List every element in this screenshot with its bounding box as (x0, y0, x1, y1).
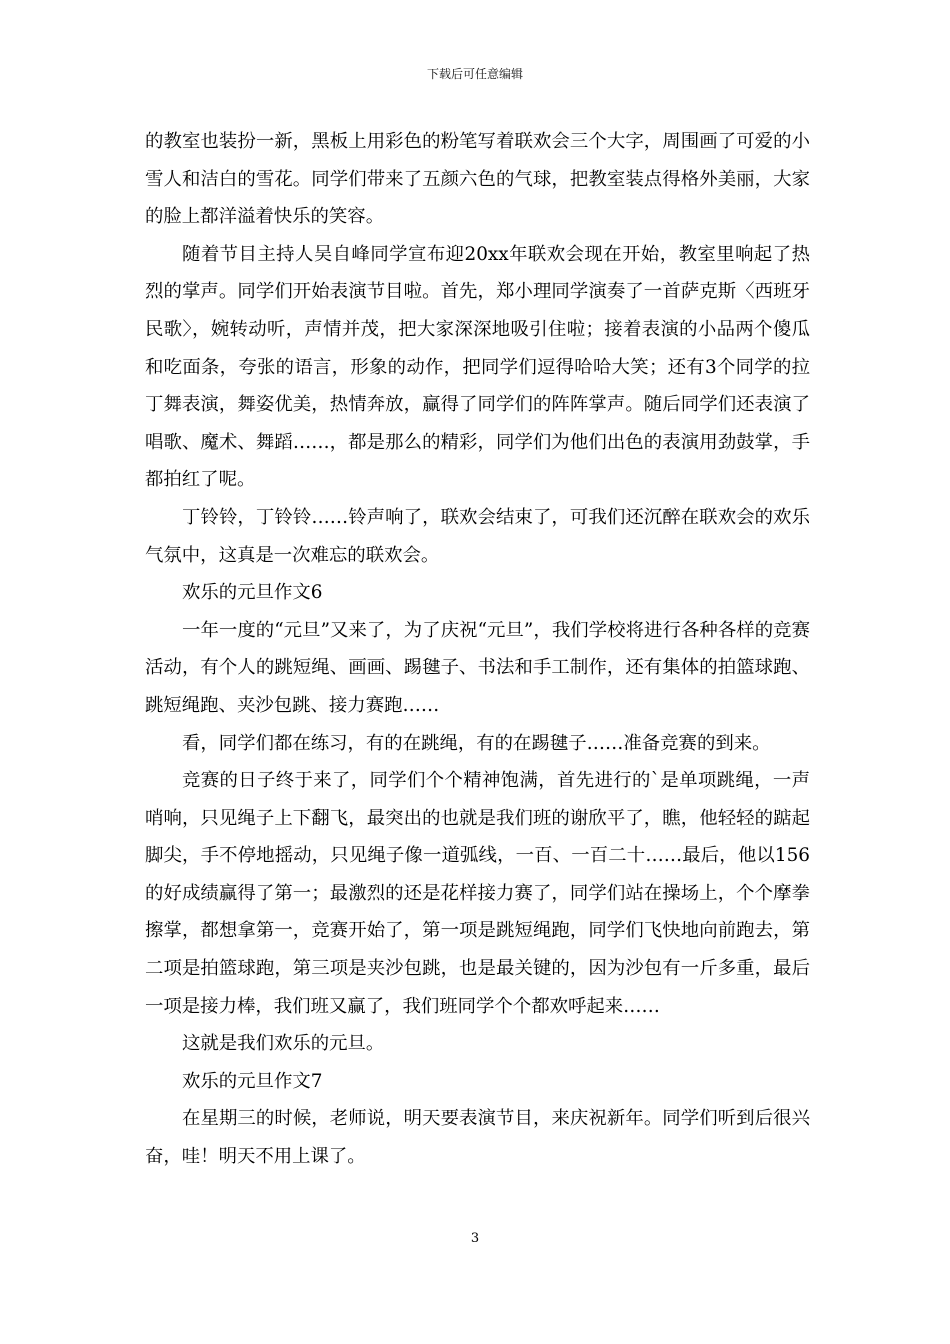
paragraph: 的教室也装扮一新，黑板上用彩色的粉笔写着联欢会三个大字，周围画了可爱的小雪人和洁白的雪花。同学们带来了五颜六色的气球，把教室装点得格外美丽，大家的脸上都洋溢着快乐的笑容。 (145, 131, 810, 228)
section-heading: 欢乐的元旦作文6 (182, 582, 323, 604)
paragraph: 丁铃铃，丁铃铃……铃声响了，联欢会结束了，可我们还沉醉在联欢会的欢乐气氛中，这真是一次难忘的联欢会。 (145, 506, 810, 566)
paragraph: 在星期三的时候，老师说，明天要表演节目，来庆祝新年。同学们听到后很兴奋，哇！明天不用上课了。 (145, 1108, 810, 1168)
document-body (145, 123, 810, 1176)
section-heading: 欢乐的元旦作文7 (182, 1070, 323, 1092)
paragraph: 随着节目主持人吴自峰同学宣布迎20xx年联欢会现在开始，教室里响起了热烈的掌声。同学们开始表演节目啦。首先，郑小理同学演奏了一首萨克斯〈西班牙民歌〉，婉转动听，声情并茂，把大家深深地吸引住啦；接着表演的小品两个傻瓜和吃面条，夸张的语言，形象的动作，把同学们逗得哈哈大笑；还有3个同学的拉丁舞表演，舞姿优美，热情奔放，赢得了同学们的阵阵掌声。随后同学们还表演了唱歌、魔术、舞蹈……，都是那么的精彩，同学们为他们出色的表演用劲鼓掌，手都拍红了呢。 (145, 243, 810, 491)
page-number: 3 (470, 1231, 480, 1246)
page-header: 下载后可任意编辑 (426, 67, 523, 81)
paragraph: 一年一度的“元旦”又来了，为了庆祝“元旦”，我们学校将进行各种各样的竞赛活动，有个人的跳短绳、画画、踢毽子、书法和手工制作，还有集体的拍篮球跑、跳短绳跑、夹沙包跳、接力赛跑…… (145, 619, 810, 716)
paragraph: 看，同学们都在练习，有的在跳绳，有的在踢毽子……准备竞赛的到来。 (182, 732, 771, 754)
paragraph: 竞赛的日子终于来了，同学们个个精神饱满，首先进行的`是单项跳绳，一声哨响，只见绳子上下翻飞，最突出的也就是我们班的谢欣平了，瞧，他轻轻的踮起脚尖，手不停地摇动，只见绳子像一道弧线，一百、一百二十……最后，他以156的好成绩赢得了第一；最激烈的还是花样接力赛了，同学们站在操场上，个个摩拳擦掌，都想拿第一，竞赛开始了，第一项是跳短绳跑，同学们飞快地向前跑去，第二项是拍篮球跑，第三项是夹沙包跳，也是最关键的，因为沙包有一斤多重，最后一项是接力棒，我们班又赢了，我们班同学个个都欢呼起来…… (145, 770, 810, 1017)
paragraph: 这就是我们欢乐的元旦。 (182, 1033, 385, 1055)
